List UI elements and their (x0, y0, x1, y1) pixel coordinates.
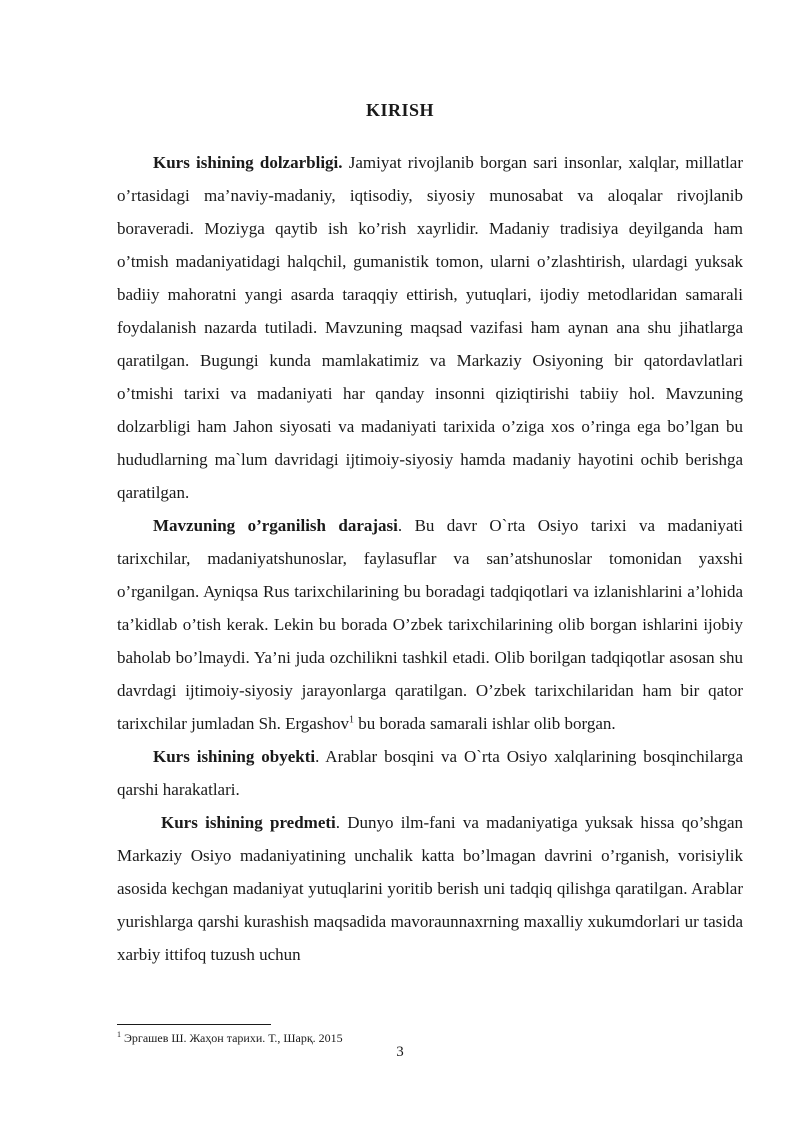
paragraph-heading: Kurs ishining obyekti (153, 747, 316, 766)
paragraph-relevance (117, 146, 743, 509)
paragraph-text: bu borada samarali ishlar olib borgan. (353, 714, 616, 733)
paragraph-object (117, 740, 743, 806)
paragraph-text: . Dunyo ilm-fani va madaniyatiga yuksak hissa qo’shgan Markaziy Osiyo madaniyatining unchalik katta bo’lmagan davrini o’rganish, vorisiylik asosida kechgan madaniyat yutuqlarini yoritib berish uni tadqiq qilishga qaratilgan. Arablar yurishlarga qarshi kurashish maqsadida mavoraunnaxrning maxalliy xukumdorlari ur tasida xarbiy ittifoq tuzush uchun (117, 813, 743, 964)
footnote-reference[interactable]: 1 (348, 714, 354, 726)
paragraph-heading: Kurs ishining predmeti (161, 813, 336, 832)
body-text (117, 146, 743, 971)
paragraph-text: Jamiyat rivojlanib borgan sari insonlar, xalqlar, millatlar o’rtasidagi ma’naviy-madaniy, iqtisodiy, siyosiy munosabat va aloqalar rivojlanib boraveradi. Moziyga qaytib ish ko’rish xayrlidir. Madaniy tradisiya deyilganda ham o’tmish madaniyatidagi halqchil, gumanistik tomon, ularni o’zlashtirish, ulardagi yuksak badiiy mahoratni yangi asarda taraqqiy ettirish, yutuqlari, ijodiy metodlaridan samarali foydalanish nazarda tutiladi. Mavzuning maqsad vazifasi ham aynan ana shu jihatlarga qaratilgan. Bugungi kunda mamlakatimiz va Markaziy Osiyoning bir qatordavlatlari o’tmishi tarixi va madaniyati har qanday insonni qiziqtirishi tabiiy hol. Mavzuning dolzarbligi ham Jahon siyosati va madaniyati tarixida o’ziga xos o’ringa ega bo’lgan bu hududlarning ma`lum davridagi ijtimoiy-siyosiy hamda madaniy hayotini ochib berishga qaratilgan. (117, 153, 743, 502)
footnote-mark: 1 (117, 1030, 121, 1039)
paragraph-text: . Arablar bosqini va O`rta Osiyo xalqlarining bosqinchilarga qarshi harakatlari. (117, 747, 743, 799)
page-number: 3 (396, 1044, 404, 1060)
page-title: KIRISH (365, 100, 435, 120)
paragraph-heading: Mavzuning o’rganilish darajasi (153, 516, 398, 535)
paragraph-heading: Kurs ishining dolzarbligi. (153, 153, 343, 172)
paragraph-study-level (117, 509, 743, 740)
footnote-separator (117, 1024, 271, 1025)
footnote-text: Эргашев Ш. Жаҳон тарихи. Т., Шарқ. 2015 (121, 1031, 343, 1045)
paragraph-subject (117, 806, 743, 971)
paragraph-text: . Bu davr O`rta Osiyo tarixi va madaniyati tarixchilar, madaniyatshunoslar, faylasuflar va san’atshunoslar tomonidan yaxshi o’rganilgan. Ayniqsa Rus tarixchilarining bu boradagi tadqiqotlari va izlanishlarini a’lohida ta’kidlab o’tish kerak. Lekin bu borada O’zbek tarixchilarining olib borgan ishlarini ijobiy baholab bo’lmaydi. Ya’ni juda ozchilikni tashkil etadi. Olib borilgan tadqiqotlar asosan shu davrdagi ijtimoiy-siyosiy jarayonlarga qaratilgan. O’zbek tarixchilaridan ham bir qator tarixchilar jumladan Sh. Ergashov (117, 516, 743, 733)
